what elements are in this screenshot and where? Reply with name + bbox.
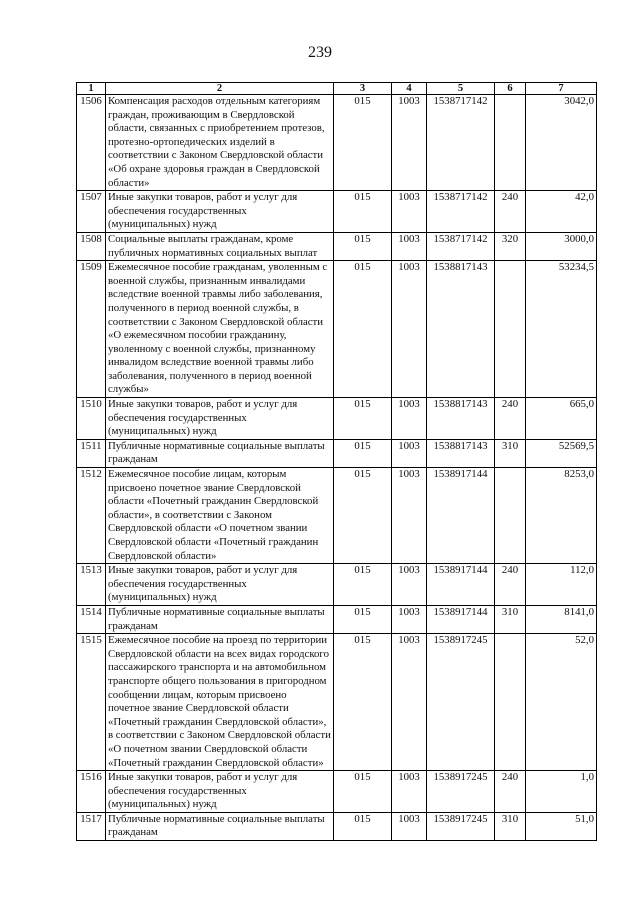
row-section-code: 1003 bbox=[392, 605, 427, 633]
row-number: 1514 bbox=[77, 605, 106, 633]
row-amount: 3042,0 bbox=[526, 95, 597, 191]
row-target-code: 1538817143 bbox=[427, 398, 495, 440]
row-description: Компенсация расходов отдельным категориям граждан, проживающим в Свердловской области, связанных с приобретением протезов, протезно-ортопедических изделий в соответствии с Законом Свердловской области «Об охране здоровья граждан в Свердловской области» bbox=[106, 95, 334, 191]
row-section-code: 1003 bbox=[392, 398, 427, 440]
table-row bbox=[77, 95, 597, 191]
row-target-code: 1538917245 bbox=[427, 812, 495, 840]
row-target-code: 1538817143 bbox=[427, 261, 495, 398]
row-department-code: 015 bbox=[334, 439, 392, 467]
row-number: 1512 bbox=[77, 468, 106, 564]
column-header: 3 bbox=[334, 83, 392, 95]
row-expense-type-code bbox=[495, 468, 526, 564]
row-number: 1506 bbox=[77, 95, 106, 191]
row-description: Социальные выплаты гражданам, кроме публичных нормативных социальных выплат bbox=[106, 232, 334, 260]
table-row bbox=[77, 191, 597, 233]
column-header: 4 bbox=[392, 83, 427, 95]
row-description: Иные закупки товаров, работ и услуг для обеспечения государственных (муниципальных) нужд bbox=[106, 191, 334, 233]
table-row bbox=[77, 468, 597, 564]
row-department-code: 015 bbox=[334, 634, 392, 771]
row-expense-type-code bbox=[495, 634, 526, 771]
row-expense-type-code: 310 bbox=[495, 812, 526, 840]
row-target-code: 1538717142 bbox=[427, 232, 495, 260]
column-header: 7 bbox=[526, 83, 597, 95]
row-department-code: 015 bbox=[334, 398, 392, 440]
row-expense-type-code bbox=[495, 261, 526, 398]
row-description: Публичные нормативные социальные выплаты гражданам bbox=[106, 439, 334, 467]
row-expense-type-code: 310 bbox=[495, 439, 526, 467]
row-section-code: 1003 bbox=[392, 95, 427, 191]
row-expense-type-code: 240 bbox=[495, 191, 526, 233]
table-row bbox=[77, 812, 597, 840]
row-description: Иные закупки товаров, работ и услуг для обеспечения государственных (муниципальных) нужд bbox=[106, 564, 334, 606]
table-row bbox=[77, 439, 597, 467]
row-amount: 3000,0 bbox=[526, 232, 597, 260]
row-amount: 112,0 bbox=[526, 564, 597, 606]
row-section-code: 1003 bbox=[392, 771, 427, 813]
row-number: 1516 bbox=[77, 771, 106, 813]
table-row bbox=[77, 261, 597, 398]
row-amount: 42,0 bbox=[526, 191, 597, 233]
row-number: 1510 bbox=[77, 398, 106, 440]
row-amount: 52,0 bbox=[526, 634, 597, 771]
row-target-code: 1538917144 bbox=[427, 468, 495, 564]
row-amount: 51,0 bbox=[526, 812, 597, 840]
table-row bbox=[77, 398, 597, 440]
table-row bbox=[77, 771, 597, 813]
row-amount: 1,0 bbox=[526, 771, 597, 813]
row-section-code: 1003 bbox=[392, 439, 427, 467]
row-department-code: 015 bbox=[334, 261, 392, 398]
row-number: 1511 bbox=[77, 439, 106, 467]
row-department-code: 015 bbox=[334, 605, 392, 633]
row-amount: 665,0 bbox=[526, 398, 597, 440]
row-expense-type-code: 310 bbox=[495, 605, 526, 633]
row-department-code: 015 bbox=[334, 468, 392, 564]
row-department-code: 015 bbox=[334, 812, 392, 840]
row-amount: 52569,5 bbox=[526, 439, 597, 467]
row-description: Публичные нормативные социальные выплаты гражданам bbox=[106, 605, 334, 633]
row-description: Ежемесячное пособие на проезд по территории Свердловской области на всех видах городского пассажирского транспорта и на автомобильном транспорте общего пользования в пригородном сообщении лицам, которым присвоено почетное звание Свердловской области «Почетный гражданин Свердловской области», в соответствии с Законом Свердловской области «О почетном звании Свердловской области «Почетный гражданин Свердловской области» bbox=[106, 634, 334, 771]
row-description: Ежемесячное пособие гражданам, уволенным с военной службы, признанным инвалидами вследствие военной травмы либо заболевания, полученного в период военной службы, в соответствии с Законом Свердловской области «О ежемесячном пособии гражданину, уволенному с военной службы, признанному инвалидом вследствие военной травмы либо заболевания, полученного в период военной службы» bbox=[106, 261, 334, 398]
row-target-code: 1538917245 bbox=[427, 771, 495, 813]
row-description: Публичные нормативные социальные выплаты гражданам bbox=[106, 812, 334, 840]
column-header: 1 bbox=[77, 83, 106, 95]
row-department-code: 015 bbox=[334, 95, 392, 191]
row-department-code: 015 bbox=[334, 771, 392, 813]
column-header: 5 bbox=[427, 83, 495, 95]
row-target-code: 1538917144 bbox=[427, 564, 495, 606]
row-target-code: 1538717142 bbox=[427, 95, 495, 191]
row-number: 1517 bbox=[77, 812, 106, 840]
row-number: 1513 bbox=[77, 564, 106, 606]
row-department-code: 015 bbox=[334, 232, 392, 260]
row-expense-type-code: 240 bbox=[495, 564, 526, 606]
table-row bbox=[77, 605, 597, 633]
table-row bbox=[77, 564, 597, 606]
row-description: Иные закупки товаров, работ и услуг для обеспечения государственных (муниципальных) нужд bbox=[106, 398, 334, 440]
row-amount: 53234,5 bbox=[526, 261, 597, 398]
table-row bbox=[77, 634, 597, 771]
row-section-code: 1003 bbox=[392, 812, 427, 840]
row-number: 1507 bbox=[77, 191, 106, 233]
row-section-code: 1003 bbox=[392, 261, 427, 398]
column-header: 2 bbox=[106, 83, 334, 95]
row-expense-type-code bbox=[495, 95, 526, 191]
row-expense-type-code: 320 bbox=[495, 232, 526, 260]
row-description: Ежемесячное пособие лицам, которым присвоено почетное звание Свердловской области «Почетный гражданин Свердловской области», в соответствии с Законом Свердловской области «О почетном звании Свердловской области «Почетный гражданин Свердловской области» bbox=[106, 468, 334, 564]
page-number: 239 bbox=[308, 44, 332, 61]
header-row bbox=[77, 83, 597, 95]
row-section-code: 1003 bbox=[392, 468, 427, 564]
budget-table bbox=[76, 82, 597, 841]
row-target-code: 1538917144 bbox=[427, 605, 495, 633]
row-number: 1509 bbox=[77, 261, 106, 398]
row-amount: 8141,0 bbox=[526, 605, 597, 633]
row-expense-type-code: 240 bbox=[495, 398, 526, 440]
row-section-code: 1003 bbox=[392, 232, 427, 260]
row-target-code: 1538917245 bbox=[427, 634, 495, 771]
row-description: Иные закупки товаров, работ и услуг для обеспечения государственных (муниципальных) нужд bbox=[106, 771, 334, 813]
row-department-code: 015 bbox=[334, 564, 392, 606]
column-header: 6 bbox=[495, 83, 526, 95]
row-department-code: 015 bbox=[334, 191, 392, 233]
row-number: 1508 bbox=[77, 232, 106, 260]
row-section-code: 1003 bbox=[392, 634, 427, 771]
row-section-code: 1003 bbox=[392, 191, 427, 233]
table-row bbox=[77, 232, 597, 260]
row-number: 1515 bbox=[77, 634, 106, 771]
row-target-code: 1538817143 bbox=[427, 439, 495, 467]
row-target-code: 1538717142 bbox=[427, 191, 495, 233]
row-section-code: 1003 bbox=[392, 564, 427, 606]
row-expense-type-code: 240 bbox=[495, 771, 526, 813]
row-amount: 8253,0 bbox=[526, 468, 597, 564]
